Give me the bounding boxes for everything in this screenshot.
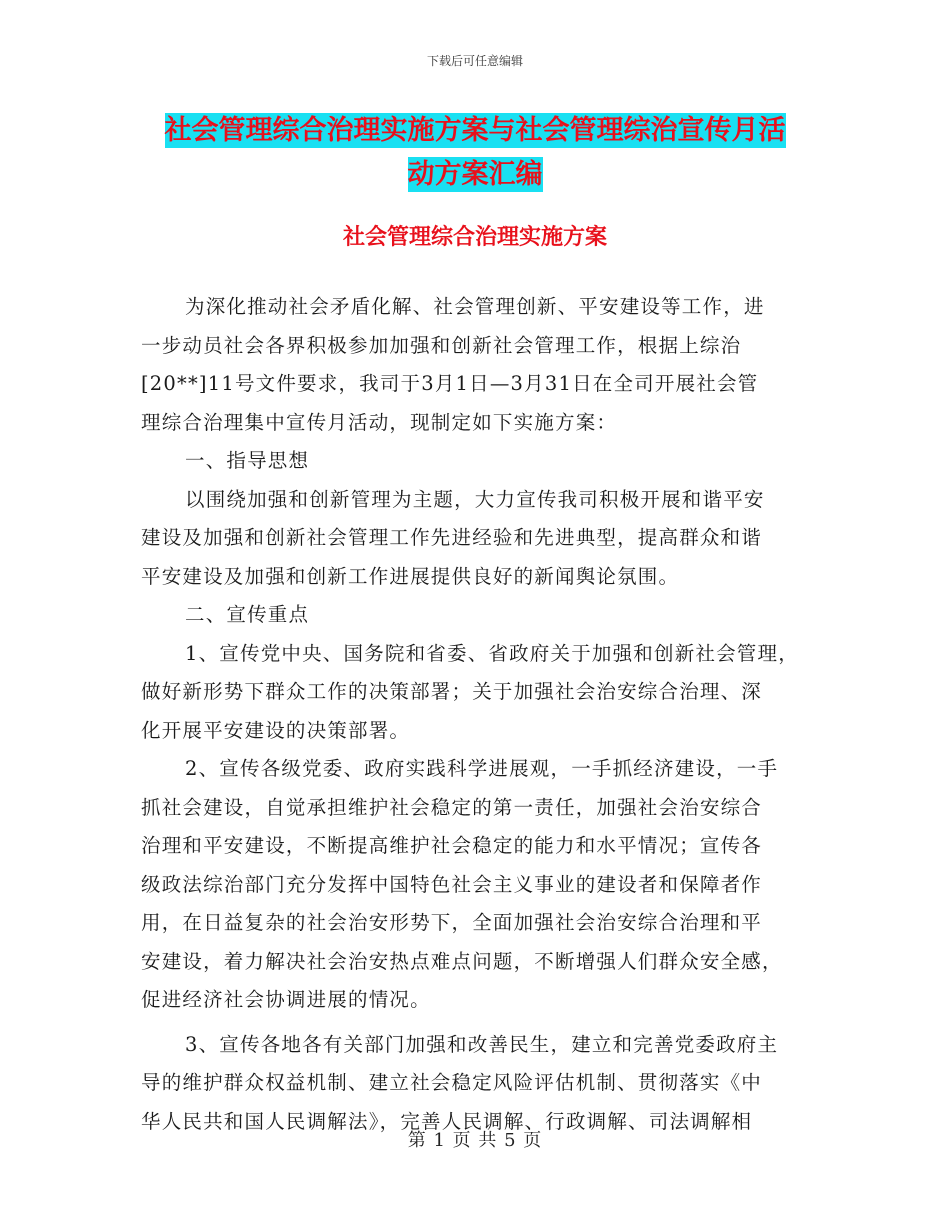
heading-guiding-thought: 一、指导思想 — [185, 449, 310, 472]
document-title-line-1 — [0, 108, 950, 154]
document-title-text-2: 动方案汇编 — [407, 159, 543, 190]
paragraph-line: 以围绕加强和创新管理为主题，大力宣传我司积极开展和谐平安 — [185, 487, 765, 511]
header-note: 下载后可任意编辑 — [426, 54, 523, 68]
heading-publicity-focus: 二、宣传重点 — [185, 603, 310, 626]
page-footer: 第 1 页 共 5 页 — [407, 1130, 543, 1151]
paragraph-line: 治理和平安建设，不断提高维护社会稳定的能力和水平情况；宣传各 — [141, 834, 763, 857]
paragraph-line: 用，在日益复杂的社会治安形势下，全面加强社会治安综合治理和平 — [141, 911, 763, 934]
paragraph-line: 安建设，着力解决社会治安热点难点问题，不断增强人们群众安全感， — [141, 949, 783, 973]
paragraph-line: [20**]11号文件要求，我司于3月1日—3月31日在全司开展社会管 — [141, 372, 759, 395]
paragraph-line: 做好新形势下群众工作的决策部署；关于加强社会治安综合治理、深 — [141, 680, 763, 703]
paragraph-line: 为深化推动社会矛盾化解、社会管理创新、平安建设等工作，进 — [185, 295, 765, 318]
paragraph-line: 平安建设及加强和创新工作进展提供良好的新闻舆论氛围。 — [141, 564, 680, 588]
paragraph-line: 促进经济社会协调进展的情况。 — [141, 988, 431, 1011]
section-title: 社会管理综合治理实施方案 — [342, 225, 607, 250]
paragraph-line: 2、宣传各级党委、政府实践科学进展观，一手抓经济建设，一手 — [185, 757, 779, 780]
paragraph-line: 抓社会建设，自觉承担维护社会稳定的第一责任，加强社会治安综合 — [141, 795, 763, 819]
document-title-line-2 — [0, 152, 950, 198]
paragraph-line: 理综合治理集中宣传月活动，现制定如下实施方案： — [141, 410, 618, 434]
paragraph-line: 一步动员社会各界积极参加加强和创新社会管理工作，根据上综治 — [141, 333, 742, 357]
paragraph-line: 级政法综治部门充分发挥中国特色社会主义事业的建设者和保障者作 — [141, 872, 763, 896]
document-body — [141, 288, 816, 1141]
document-title-text-1: 社会管理综合治理实施方案与社会管理综治宣传月活 — [164, 115, 786, 146]
paragraph-line: 3、宣传各地各有关部门加强和改善民生，建立和完善党委政府主 — [185, 1032, 779, 1056]
paragraph-line: 建设及加强和创新社会管理工作先进经验和先进典型，提高群众和谐 — [141, 526, 763, 549]
paragraph-line: 化开展平安建设的决策部署。 — [141, 718, 411, 742]
paragraph-line: 1、宣传党中央、国务院和省委、省政府关于加强和创新社会管理， — [185, 641, 799, 665]
paragraph-line: 华人民共和国人民调解法》，完善人民调解、行政调解、司法调解相 — [141, 1109, 753, 1133]
paragraph-line: 导的维护群众权益机制、建立社会稳定风险评估机制、贯彻落实《中 — [141, 1071, 763, 1094]
